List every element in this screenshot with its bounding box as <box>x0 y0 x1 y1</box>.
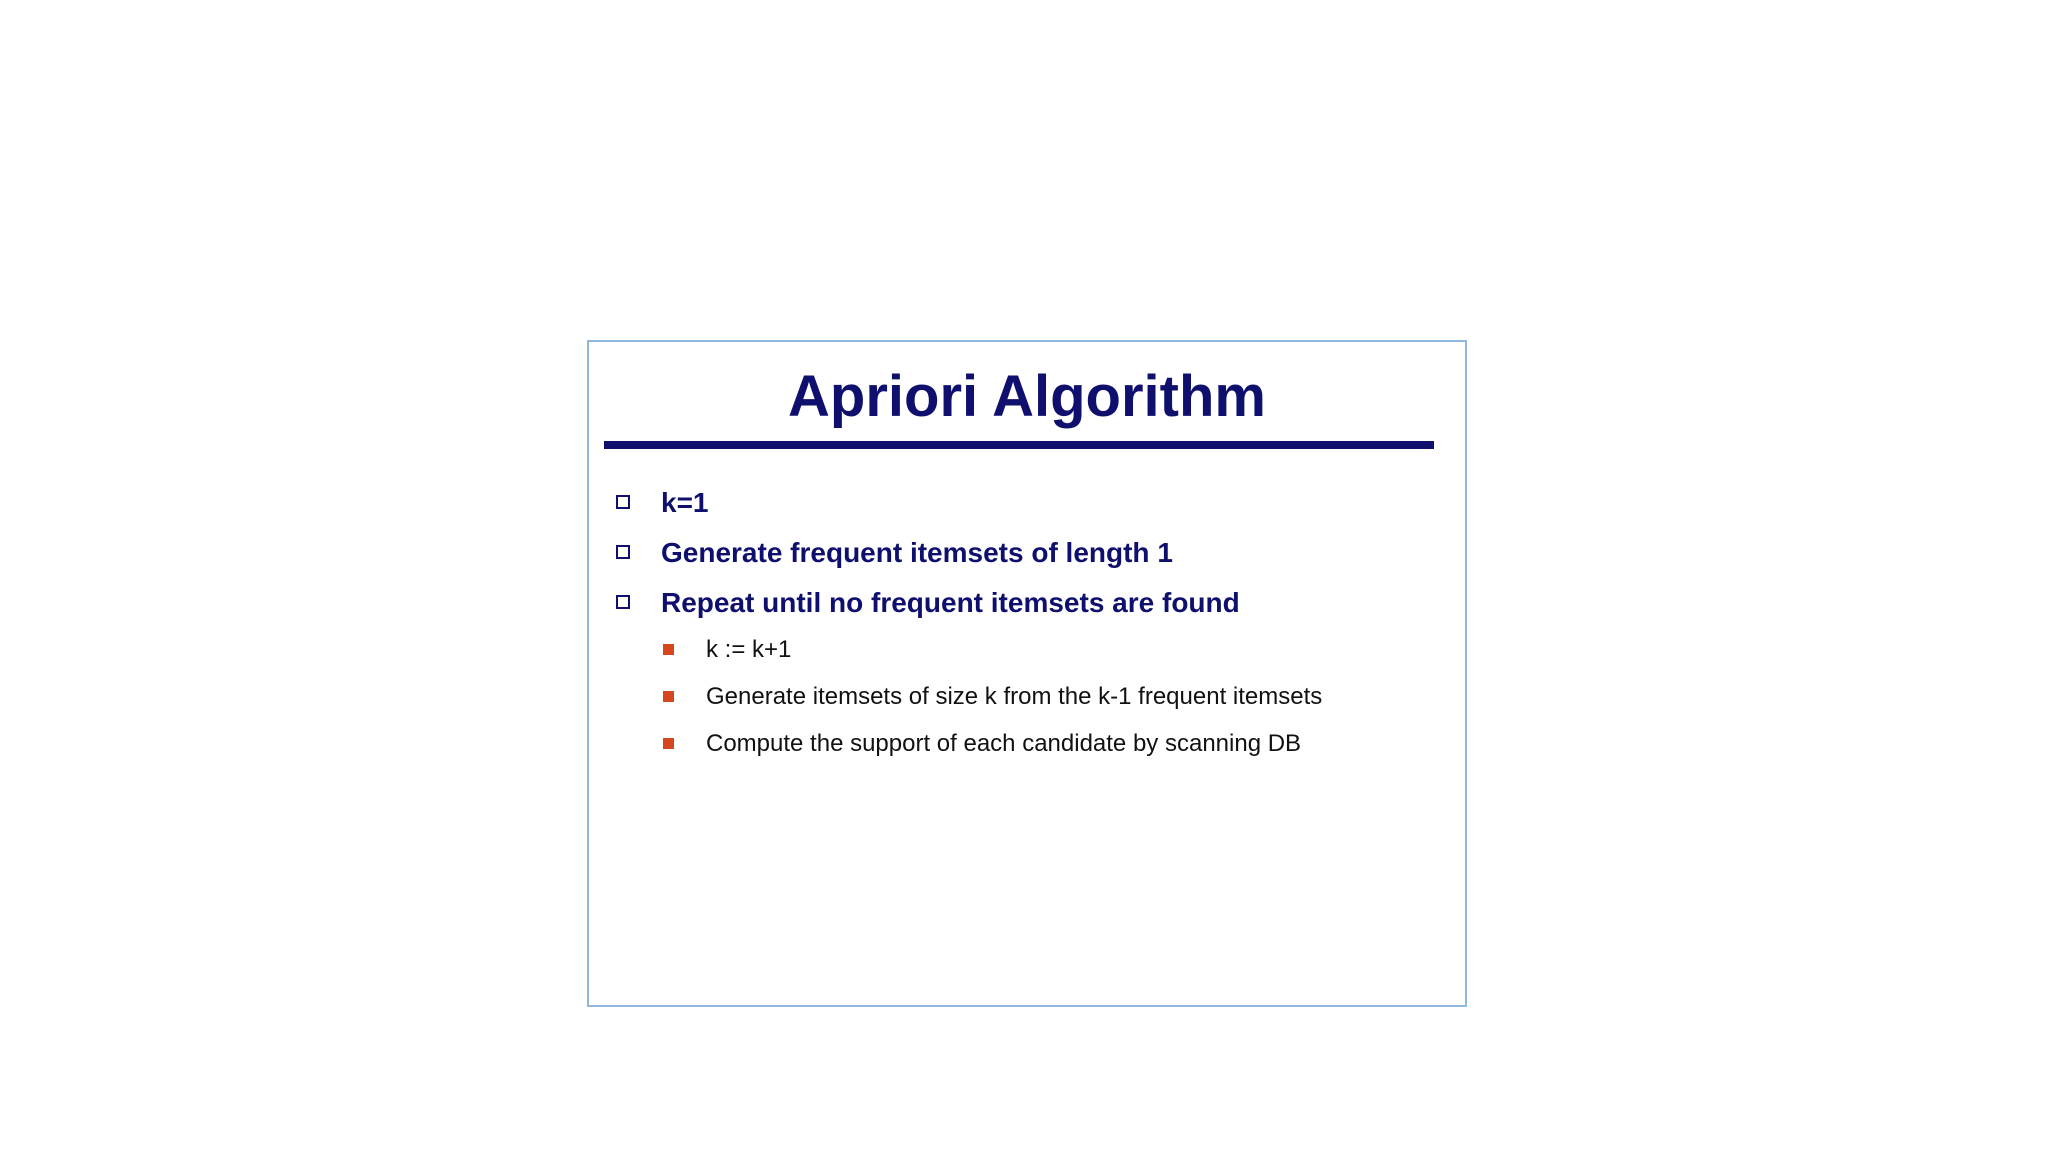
slide <box>587 340 1467 1007</box>
sub-bullet-compute-support: Compute the support of each candidate by scanning DB <box>706 730 1302 757</box>
sub-bullet-generate-candidates: Generate itemsets of size k from the k-1 frequent itemsets <box>706 683 1323 710</box>
bullet-generate-frequent-itemsets: Generate frequent itemsets of length 1 <box>661 537 1173 568</box>
hollow-square-bullet-icon <box>616 545 630 559</box>
filled-square-bullet-icon <box>663 691 674 702</box>
bullet-k-equals-1: k=1 <box>661 487 709 518</box>
filled-square-bullet-icon <box>663 644 674 655</box>
slide-title: Apriori Algorithm <box>788 364 1266 429</box>
sub-bullet-increment-k: k := k+1 <box>706 636 792 663</box>
hollow-square-bullet-icon <box>616 595 630 609</box>
bullet-repeat-until: Repeat until no frequent itemsets are found <box>661 587 1240 618</box>
hollow-square-bullet-icon <box>616 495 630 509</box>
title-divider <box>604 441 1434 449</box>
filled-square-bullet-icon <box>663 738 674 749</box>
